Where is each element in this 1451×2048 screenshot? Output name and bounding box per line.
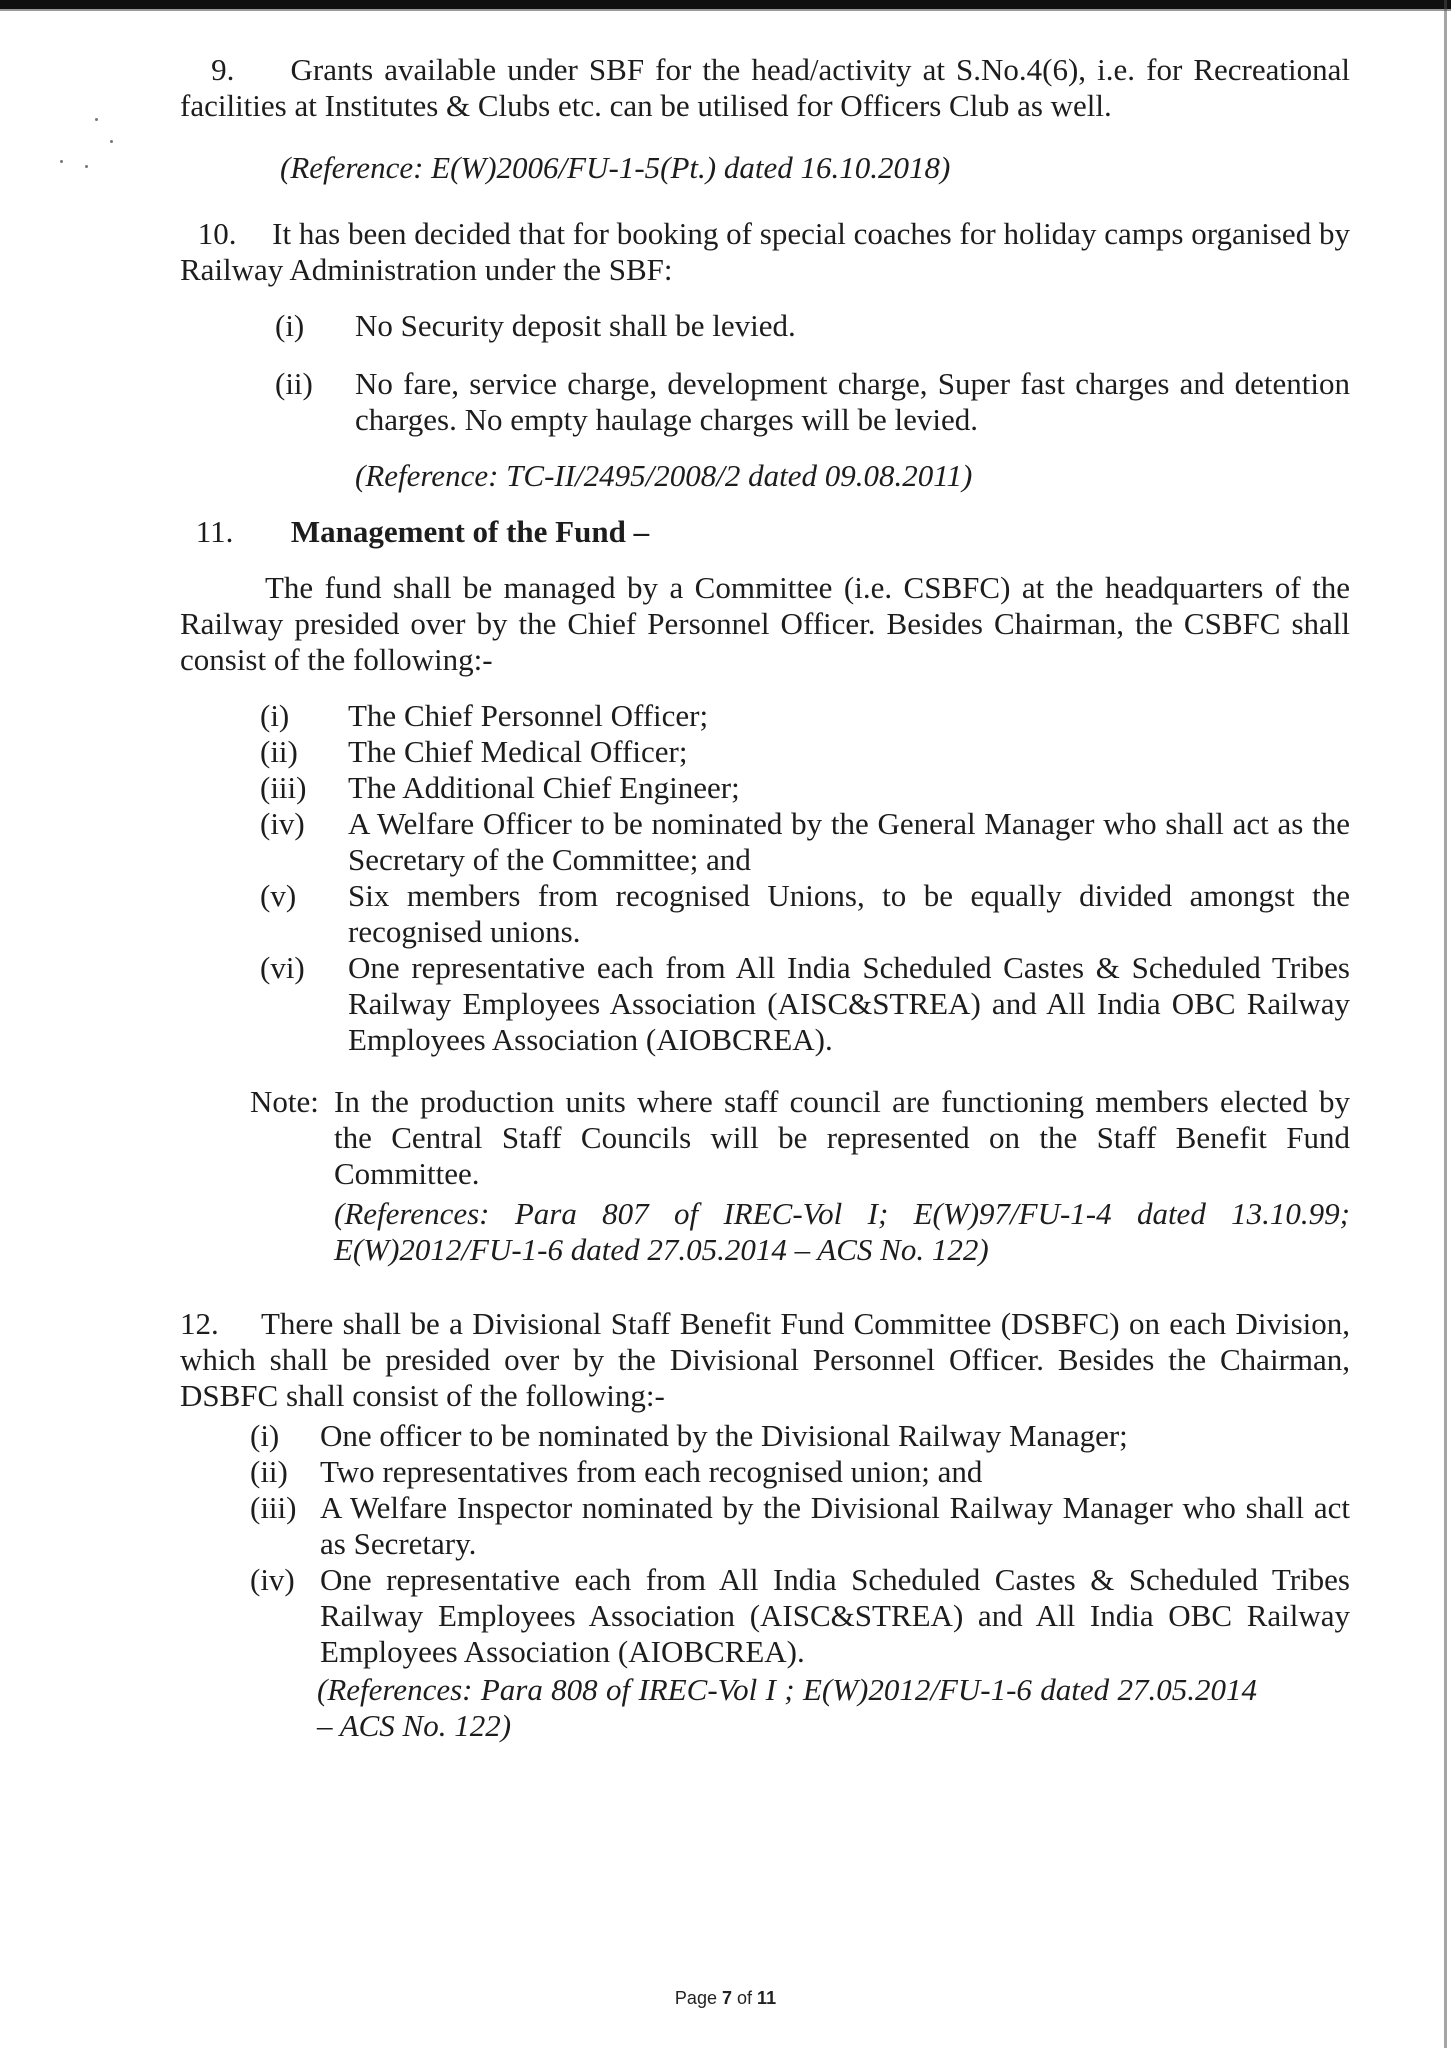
list-item-number: (ii) xyxy=(250,1454,288,1489)
list-item-number: (iv) xyxy=(250,1562,295,1597)
paragraph-11-number: 11. xyxy=(195,514,234,549)
list-item xyxy=(250,1418,1350,1454)
list-item-text: No Security deposit shall be levied. xyxy=(355,308,796,343)
paragraph-12-reference: (References: Para 808 of IREC-Vol I ; E(W)2012/FU-1-6 dated 27.05.2014 – ACS No. 122) xyxy=(317,1672,1257,1743)
page-current: 7 xyxy=(721,1988,732,2008)
paragraph-9 xyxy=(180,52,1350,186)
list-item xyxy=(250,1490,1350,1562)
page-total: 11 xyxy=(757,1988,777,2008)
list-item xyxy=(260,950,1350,1058)
list-item-text: One officer to be nominated by the Divisional Railway Manager; xyxy=(320,1418,1128,1453)
scan-speck xyxy=(95,118,98,121)
note-label: Note: xyxy=(250,1084,319,1119)
list-item-text: Six members from recognised Unions, to be equally divided amongst the recognised unions. xyxy=(348,878,1350,949)
scan-speck xyxy=(60,160,63,163)
paragraph-10 xyxy=(180,216,1350,494)
list-item xyxy=(275,366,1350,438)
scan-speck xyxy=(110,140,113,143)
paragraph-9-reference: (Reference: E(W)2006/FU-1-5(Pt.) dated 16.10.2018) xyxy=(280,150,951,185)
list-item xyxy=(260,734,1350,770)
list-item-text: One representative each from All India Scheduled Castes & Scheduled Tribes Railway Employees Association (AISC&STREA) and All India OBC Railway Employees Association (AIOBCREA). xyxy=(348,950,1350,1057)
list-item-text: Two representatives from each recognised union; and xyxy=(320,1454,983,1489)
scan-top-edge xyxy=(0,0,1451,9)
list-item-number: (vi) xyxy=(260,950,305,985)
scan-speck xyxy=(85,165,88,168)
list-item xyxy=(260,806,1350,878)
paragraph-12 xyxy=(180,1306,1350,1744)
list-item-text: The Chief Personnel Officer; xyxy=(348,698,709,733)
list-item-text: The Additional Chief Engineer; xyxy=(348,770,740,805)
list-item xyxy=(250,1454,1350,1490)
list-item xyxy=(275,308,1350,344)
paragraph-12-list xyxy=(180,1418,1350,1670)
paragraph-10-number: 10. xyxy=(197,216,237,251)
paragraph-10-reference: (Reference: TC-II/2495/2008/2 dated 09.08.2011) xyxy=(355,458,973,493)
paragraph-12-number: 12. xyxy=(180,1306,219,1341)
scan-top-edge-shadow xyxy=(0,9,1451,11)
list-item-number: (ii) xyxy=(275,366,313,401)
list-item-text: A Welfare Officer to be nominated by the General Manager who shall act as the Secretary of the Committee; and xyxy=(348,806,1350,877)
page-footer xyxy=(0,1988,1451,2009)
list-item xyxy=(260,770,1350,806)
paragraph-9-number: 9. xyxy=(211,52,235,87)
list-item-text: No fare, service charge, development charge, Super fast charges and detention charges. No empty haulage charges will be levied. xyxy=(355,366,1350,437)
paragraph-11-heading: Management of the Fund – xyxy=(290,514,650,549)
scan-right-edge xyxy=(1444,0,1447,2048)
list-item-number: (iv) xyxy=(260,806,305,841)
list-item-number: (iii) xyxy=(260,770,307,805)
list-item-text: A Welfare Inspector nominated by the Divisional Railway Manager who shall act as Secretary. xyxy=(320,1490,1350,1561)
list-item xyxy=(250,1562,1350,1670)
document-page xyxy=(180,52,1350,1744)
list-item-number: (i) xyxy=(250,1418,280,1453)
list-item-number: (v) xyxy=(260,878,297,913)
page-label: Page xyxy=(674,1988,717,2008)
list-item-number: (iii) xyxy=(250,1490,297,1525)
page-of: of xyxy=(737,1988,753,2008)
list-item-number: (ii) xyxy=(260,734,298,769)
list-item-number: (i) xyxy=(260,698,290,733)
paragraph-10-list xyxy=(180,308,1350,438)
paragraph-11-list xyxy=(180,698,1350,1058)
paragraph-11 xyxy=(180,514,1350,1268)
paragraph-12-text: There shall be a Divisional Staff Benefit Fund Committee (DSBFC) on each Division, which shall be presided over by the Divisional Personnel Officer. Besides the Chairman, DSBFC shall consist of the following:- xyxy=(180,1306,1350,1413)
list-item-text: The Chief Medical Officer; xyxy=(348,734,688,769)
paragraph-11-text: The fund shall be managed by a Committee (i.e. CSBFC) at the headquarters of the Railway presided over by the Chief Personnel Officer. Besides Chairman, the CSBFC shall consist of the following:- xyxy=(180,570,1350,677)
list-item xyxy=(260,878,1350,950)
paragraph-11-reference: (References: Para 807 of IREC-Vol I; E(W)97/FU-1-4 dated 13.10.99; E(W)2012/FU-1-6 dated 27.05.2014 – ACS No. 122) xyxy=(334,1196,1350,1267)
paragraph-9-text: Grants available under SBF for the head/activity at S.No.4(6), i.e. for Recreational facilities at Institutes & Clubs etc. can be utilised for Officers Club as well. xyxy=(180,52,1350,123)
list-item-text: One representative each from All India Scheduled Castes & Scheduled Tribes Railway Employees Association (AISC&STREA) and All India OBC Railway Employees Association (AIOBCREA). xyxy=(320,1562,1350,1669)
paragraph-11-note xyxy=(180,1084,1350,1268)
list-item-number: (i) xyxy=(275,308,305,343)
paragraph-10-text: It has been decided that for booking of special coaches for holiday camps organised by Railway Administration under the SBF: xyxy=(180,216,1350,287)
list-item xyxy=(260,698,1350,734)
note-text: In the production units where staff council are functioning members elected by the Central Staff Councils will be represented on the Staff Benefit Fund Committee. xyxy=(334,1084,1350,1191)
